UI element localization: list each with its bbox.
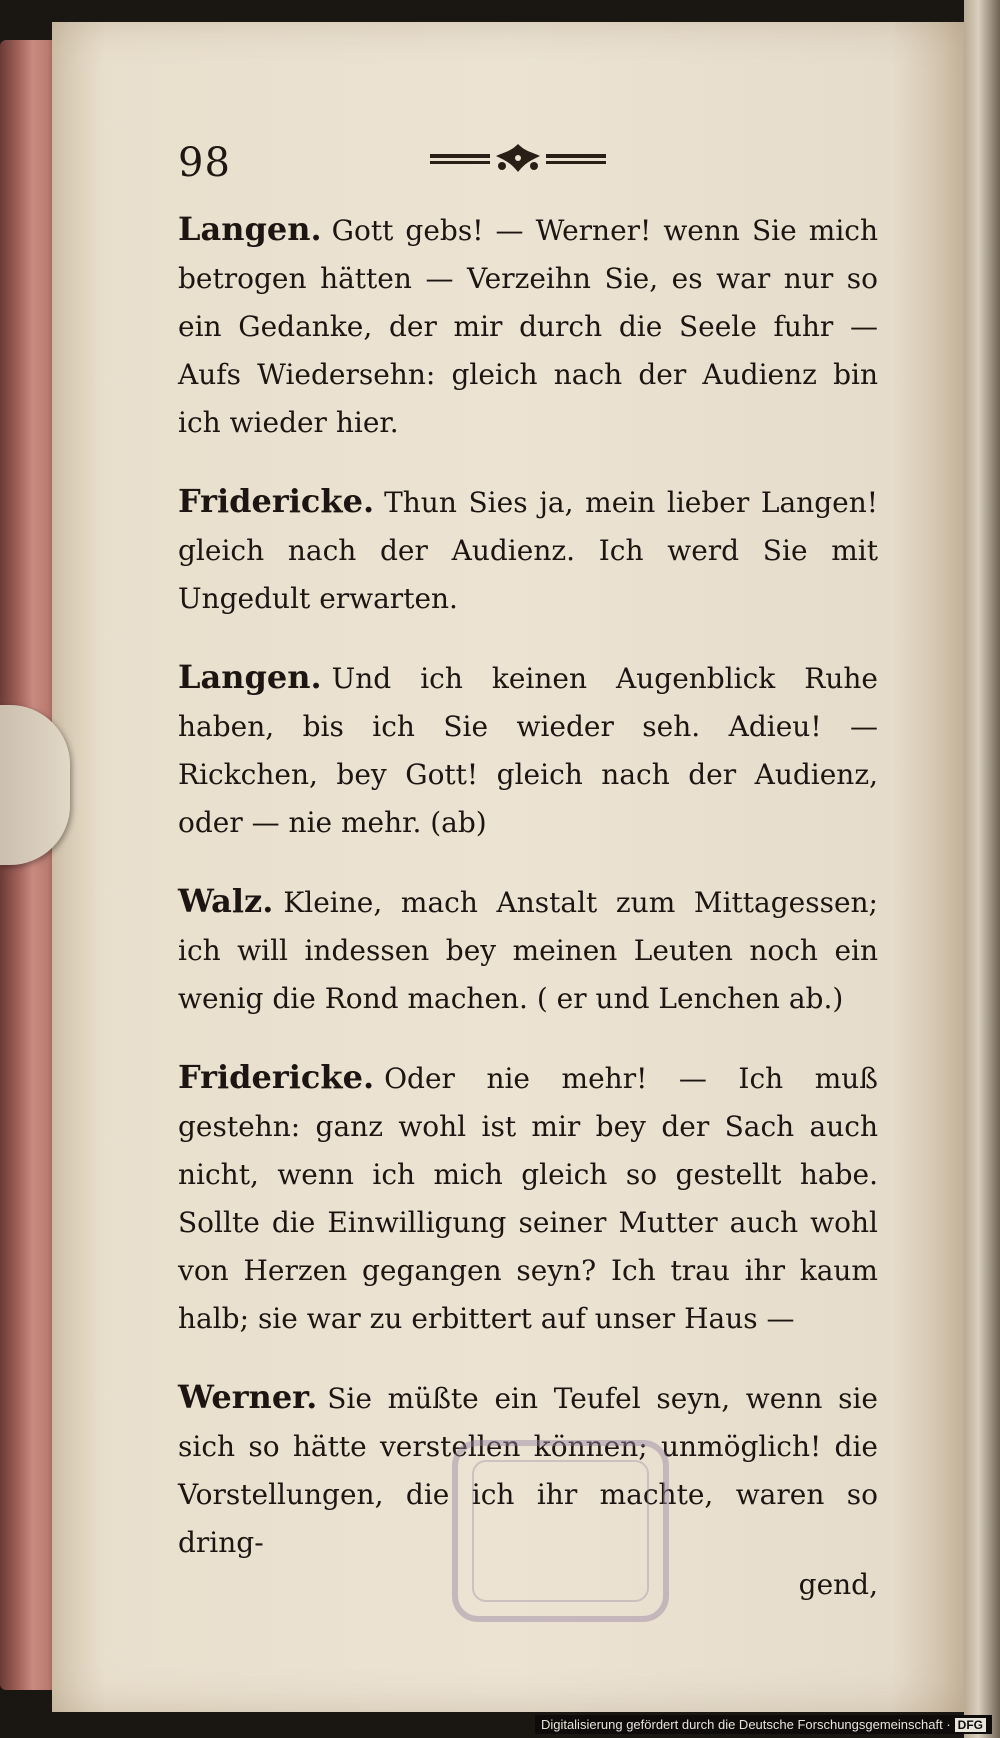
book-edge-right [964,0,1000,1738]
speaker-name: Werner. [178,1378,318,1416]
dfg-logo-icon: DFG [955,1718,986,1732]
paragraph-text: Sie müßte ein Teufel seyn, wenn sie sich so hätte verstellen können; unmöglich! die Vorstellungen, die ich ihr machte, waren so dring- [178,1382,878,1559]
library-stamp-border [472,1460,649,1602]
library-stamp [452,1440,669,1622]
paragraph-text: Oder nie mehr! — Ich muß gestehn: ganz wohl ist mir bey der Sach auch nicht, wenn ich mich gleich so gestellt habe. Sollte die Einwilligung seiner Mutter auch wohl von Herzen gegangen seyn? Ich trau ihr kaum halb; sie war zu erbittert auf unser Haus — [178,1062,878,1335]
speaker-name: Fridericke. [178,482,375,520]
speaker-name: Langen. [178,210,322,248]
paragraph-text: Thun Sies ja, mein lieber Langen! gleich nach der Audienz. Ich werd Sie mit Ungedult erwarten. [178,486,878,615]
text-block [178,205,878,1609]
page-number: 98 [178,140,231,186]
paragraph [178,877,878,1023]
speaker-name: Fridericke. [178,1058,375,1096]
speaker-name: Langen. [178,658,322,696]
paragraph [178,653,878,847]
paragraph-text: Und ich keinen Augenblick Ruhe haben, bis ich Sie wieder seh. Adieu! — Rickchen, bey Gott! gleich nach der Audienz, oder — nie mehr. (ab) [178,662,878,839]
footer-text: Digitalisierung gefördert durch die Deutsche Forschungsgemeinschaft · [540,1717,951,1732]
ornament-icon [430,138,606,178]
paragraph [178,1053,878,1343]
paragraph [178,477,878,623]
speaker-name: Walz. [178,882,274,920]
footer [535,1715,992,1734]
paragraph-text: Kleine, mach Anstalt zum Mittagessen; ich will indessen bey meinen Leuten noch ein wenig die Rond machen. ( er und Lenchen ab.) [178,886,878,1015]
paragraph [178,205,878,447]
catchword: gend, [798,1568,878,1601]
paragraph-text: Gott gebs! — Werner! wenn Sie mich betrogen hätten — Verzeihn Sie, es war nur so ein Gedanke, der mir durch die Seele fuhr — Aufs Wiedersehn: gleich nach der Audienz bin ich wieder hier. [178,214,878,439]
book-edge-left [0,40,60,1690]
